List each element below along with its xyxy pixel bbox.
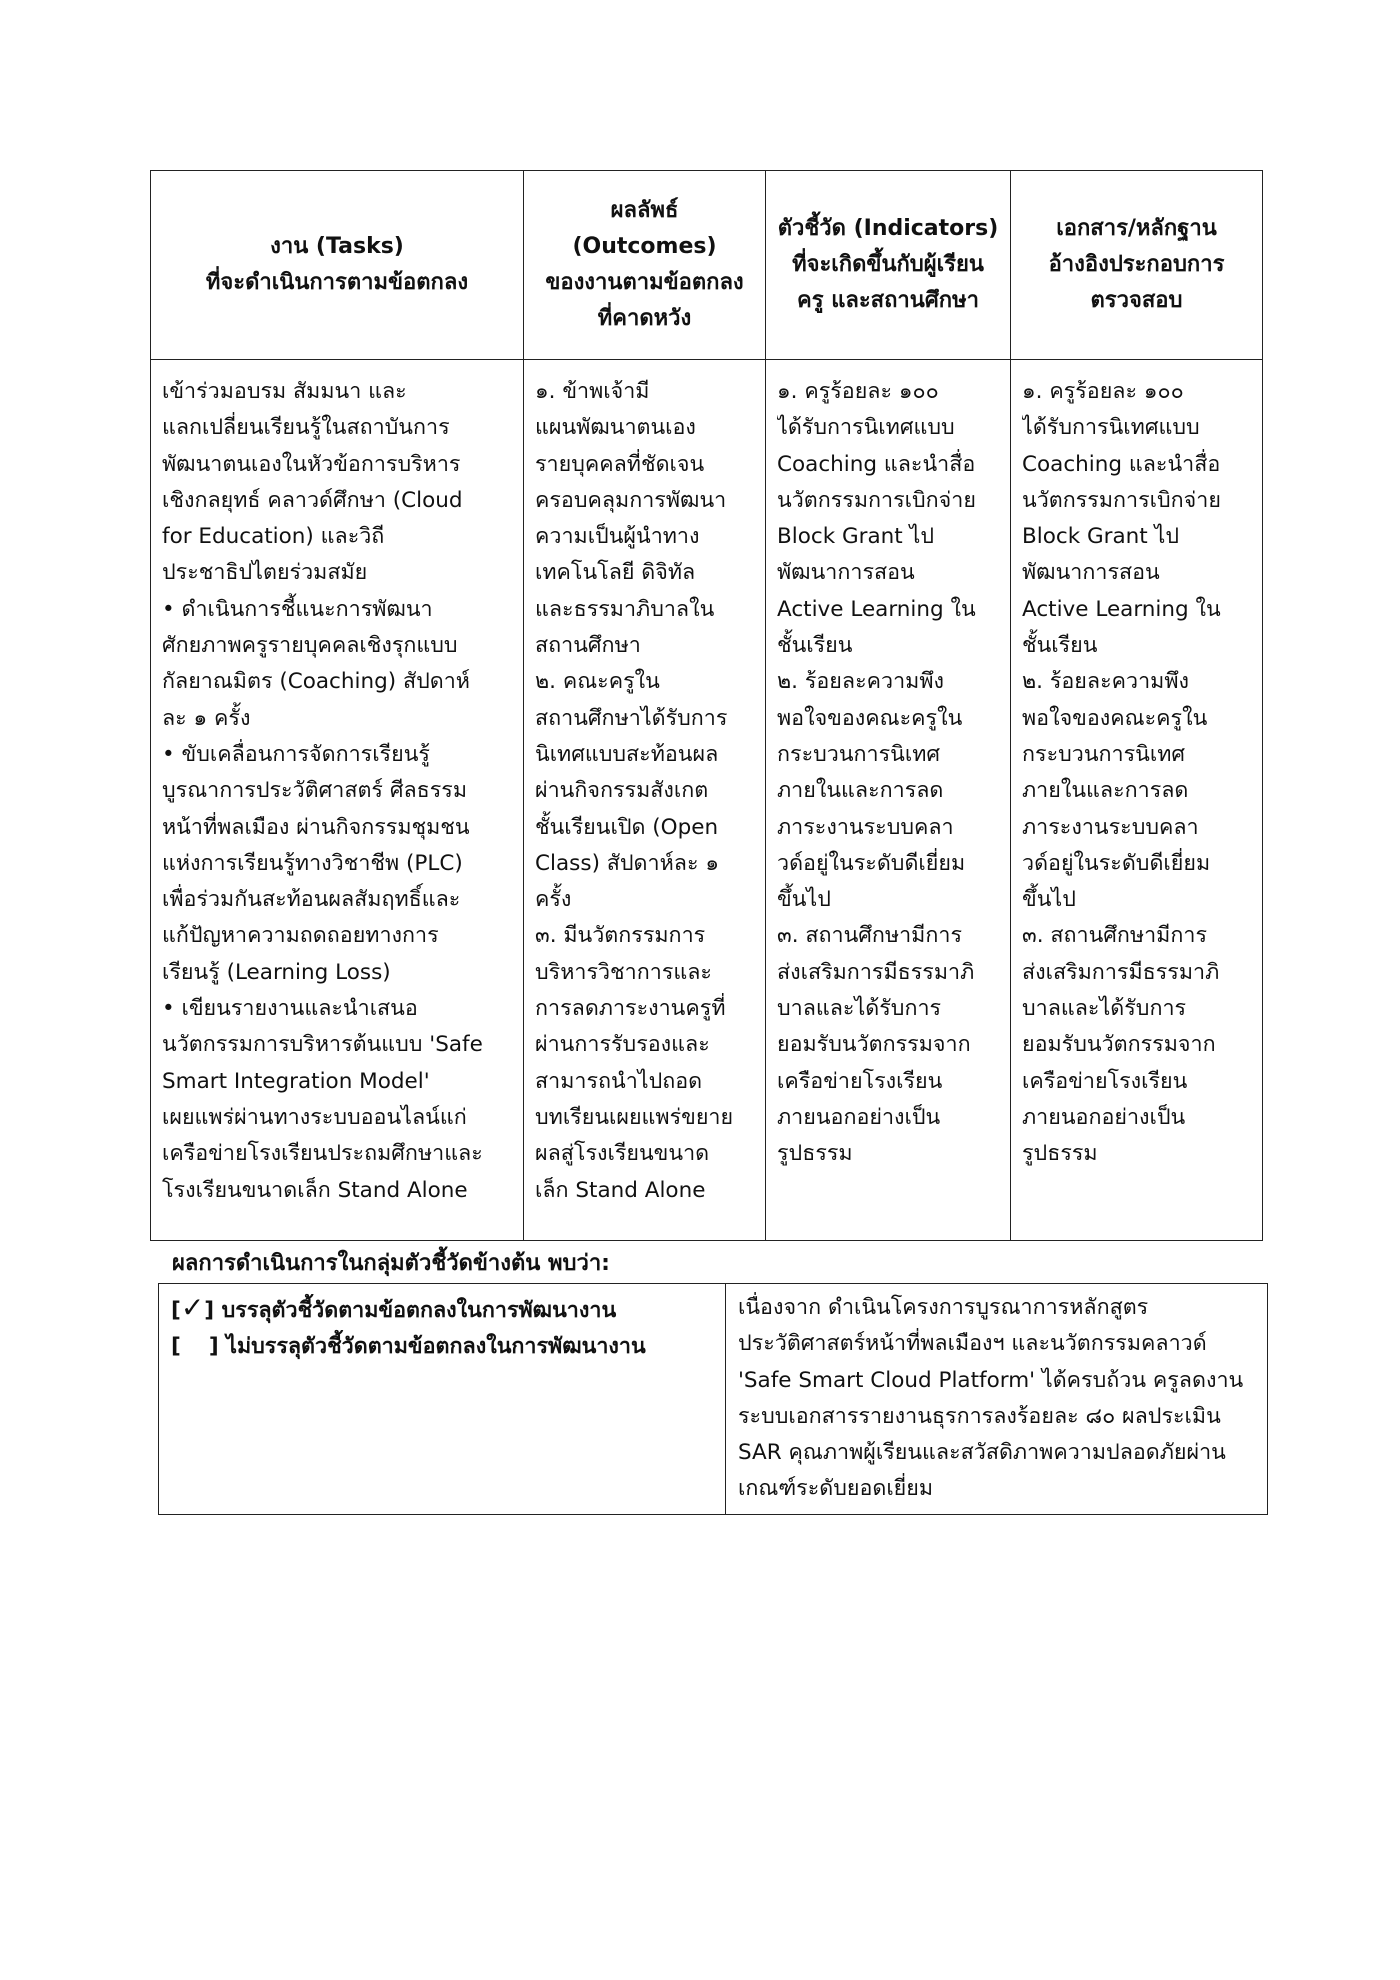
cell-line: กัลยาณมิตร (Coaching) สัปดาห์ bbox=[162, 669, 470, 695]
header-line: ผลลัพธ์ bbox=[610, 198, 679, 223]
header-line: ที่คาดหวัง bbox=[597, 306, 692, 331]
evidence-cell bbox=[1011, 360, 1263, 1241]
cell-line: เครือข่ายโรงเรียน bbox=[1022, 1068, 1188, 1094]
cell-line: ๒. ร้อยละความพึง bbox=[1022, 669, 1189, 695]
cell-line: ยอมรับนวัตกรรมจาก bbox=[777, 1032, 971, 1058]
cell-line: ๓. มีนวัตกรรมการ bbox=[535, 923, 706, 949]
cell-line: พัฒนาการสอน bbox=[777, 560, 915, 586]
cell-line: • ขับเคลื่อนการจัดการเรียนรู้ bbox=[162, 741, 430, 767]
option-label: ไม่บรรลุตัวชี้วัดตามข้อตกลงในการพัฒนางาน bbox=[226, 1334, 646, 1359]
cell-line: ชั้นเรียนเปิด (Open bbox=[535, 814, 719, 840]
not-achieved-option[interactable] bbox=[171, 1329, 715, 1365]
cell-line: บริหารวิชาการและ bbox=[535, 959, 712, 985]
cell-line: ภายนอกอย่างเป็น bbox=[1022, 1104, 1186, 1130]
cell-line: นวัตกรรมการบริหารต้นแบบ 'Safe bbox=[162, 1032, 483, 1058]
results-row bbox=[159, 1284, 1268, 1515]
header-line: ตัวชี้วัด (Indicators) bbox=[777, 216, 999, 241]
cell-line: โรงเรียนขนาดเล็ก Stand Alone bbox=[162, 1177, 468, 1203]
description-line: SAR คุณภาพผู้เรียนและสวัสดิภาพความปลอดภัยผ่าน bbox=[738, 1440, 1226, 1466]
cell-line: ภาระงานระบบคลา bbox=[777, 814, 954, 840]
cell-line: เผยแพร่ผ่านทางระบบออนไลน์แก่ bbox=[162, 1104, 467, 1130]
cell-line: และธรรมาภิบาลใน bbox=[535, 596, 715, 622]
cell-line: พอใจของคณะครูใน bbox=[1022, 705, 1208, 731]
description-line: ประวัติศาสตร์หน้าที่พลเมืองฯ และนวัตกรรมคลาวด์ bbox=[738, 1331, 1207, 1357]
cell-line: Class) สัปดาห์ละ ๑ bbox=[535, 850, 719, 876]
cell-line: หน้าที่พลเมือง ผ่านกิจกรรมชุมชน bbox=[162, 814, 470, 840]
agreement-table bbox=[150, 170, 1263, 1241]
cell-line: ภาระงานระบบคลา bbox=[1022, 814, 1199, 840]
cell-line: ภายในและการลด bbox=[1022, 778, 1189, 804]
cell-line: แผนพัฒนาตนเอง bbox=[535, 415, 696, 441]
cell-line: Smart Integration Model' bbox=[162, 1068, 430, 1094]
indicators-cell bbox=[766, 360, 1011, 1241]
description-line: ระบบเอกสารรายงานธุรการลงร้อยละ ๘๐ ผลประเมิน bbox=[738, 1403, 1221, 1429]
cell-line: แห่งการเรียนรู้ทางวิชาชีพ (PLC) bbox=[162, 850, 463, 876]
cell-line: แก้ปัญหาความถดถอยทางการ bbox=[162, 923, 439, 949]
cell-line: บาลและได้รับการ bbox=[777, 996, 942, 1022]
cell-line: นวัตกรรมการเบิกจ่าย bbox=[1022, 487, 1221, 513]
header-evidence bbox=[1011, 171, 1263, 360]
cell-line: ๒. คณะครูใน bbox=[535, 669, 660, 695]
cell-line: Block Grant ไป bbox=[1022, 524, 1180, 550]
header-line: งาน (Tasks) bbox=[270, 234, 404, 259]
cell-line: ครอบคลุมการพัฒนา bbox=[535, 487, 727, 513]
header-line: ตรวจสอบ bbox=[1090, 288, 1183, 313]
cell-line: ส่งเสริมการมีธรรมาภิ bbox=[777, 959, 975, 985]
cell-line: ขึ้นไป bbox=[1022, 887, 1076, 913]
cell-line: ขึ้นไป bbox=[777, 887, 831, 913]
cell-line: ๓. สถานศึกษามีการ bbox=[1022, 923, 1207, 949]
cell-line: ๒. ร้อยละความพึง bbox=[777, 669, 944, 695]
cell-line: เชิงกลยุทธ์ คลาวด์ศึกษา (Cloud bbox=[162, 487, 463, 513]
cell-line: ๑. ข้าพเจ้ามี bbox=[535, 379, 650, 404]
cell-line: เรียนรู้ (Learning Loss) bbox=[162, 959, 391, 985]
cell-line: การลดภาระงานครูที่ bbox=[535, 996, 726, 1022]
cell-line: for Education) และวิถี bbox=[162, 524, 385, 550]
cell-line: กระบวนการนิเทศ bbox=[1022, 741, 1186, 767]
header-line: อ้างอิงประกอบการ bbox=[1048, 252, 1225, 277]
cell-line: ศักยภาพครูรายบุคคลเชิงรุกแบบ bbox=[162, 633, 458, 659]
cell-line: บทเรียนเผยแพร่ขยาย bbox=[535, 1104, 734, 1130]
checkbox-bracket: ] bbox=[204, 1298, 215, 1323]
checkbox-bracket: [ bbox=[171, 1298, 181, 1323]
cell-line: Block Grant ไป bbox=[777, 524, 935, 550]
cell-line: ชั้นเรียน bbox=[1022, 633, 1098, 659]
cell-line: บาลและได้รับการ bbox=[1022, 996, 1187, 1022]
cell-line: สามารถนำไปถอด bbox=[535, 1068, 703, 1094]
cell-line: รายบุคคลที่ชัดเจน bbox=[535, 451, 705, 477]
cell-line: พอใจของคณะครูใน bbox=[777, 705, 963, 731]
header-line: ครู และสถานศึกษา bbox=[797, 288, 979, 313]
table-header-row bbox=[151, 171, 1263, 360]
cell-line: ผลสู่โรงเรียนขนาด bbox=[535, 1141, 710, 1167]
checkbox-bracket: [ bbox=[171, 1334, 181, 1359]
cell-line: รูปธรรม bbox=[777, 1141, 853, 1167]
cell-line: เล็ก Stand Alone bbox=[535, 1177, 706, 1203]
cell-line: กระบวนการนิเทศ bbox=[777, 741, 941, 767]
cell-line: สถานศึกษาได้รับการ bbox=[535, 705, 728, 731]
cell-line: ได้รับการนิเทศแบบ bbox=[1022, 415, 1200, 441]
cell-line: ชั้นเรียน bbox=[777, 633, 853, 659]
cell-line: เครือข่ายโรงเรียนประถมศึกษาและ bbox=[162, 1141, 483, 1167]
cell-line: ผ่านกิจกรรมสังเกต bbox=[535, 778, 709, 804]
cell-line: ผ่านการรับรองและ bbox=[535, 1032, 710, 1058]
cell-line: พัฒนาตนเองในหัวข้อการบริหาร bbox=[162, 451, 461, 477]
cell-line: เข้าร่วมอบรม สัมมนา และ bbox=[162, 379, 407, 404]
outcomes-cell bbox=[524, 360, 766, 1241]
check-mark-icon: ✓ bbox=[180, 1291, 205, 1324]
results-options-cell bbox=[159, 1284, 726, 1515]
cell-line: Coaching และนำสื่อ bbox=[1022, 451, 1221, 477]
cell-line: • เขียนรายงานและนำเสนอ bbox=[162, 996, 418, 1022]
cell-line: พัฒนาการสอน bbox=[1022, 560, 1160, 586]
header-outcomes bbox=[524, 171, 766, 360]
achieved-option[interactable] bbox=[171, 1290, 715, 1329]
cell-line: ๑. ครูร้อยละ ๑๐๐ bbox=[777, 379, 939, 404]
results-description-cell bbox=[726, 1284, 1268, 1515]
tasks-cell bbox=[151, 360, 524, 1241]
cell-line: นิเทศแบบสะท้อนผล bbox=[535, 741, 719, 767]
option-label: บรรลุตัวชี้วัดตามข้อตกลงในการพัฒนางาน bbox=[221, 1298, 617, 1323]
cell-line: วด์อยู่ในระดับดีเยี่ยม bbox=[1022, 850, 1211, 876]
cell-line: Active Learning ใน bbox=[777, 596, 976, 622]
description-line: เกณฑ์ระดับยอดเยี่ยม bbox=[738, 1476, 934, 1502]
cell-line: สถานศึกษา bbox=[535, 633, 641, 659]
cell-line: Active Learning ใน bbox=[1022, 596, 1221, 622]
header-tasks bbox=[151, 171, 524, 360]
header-line: เอกสาร/หลักฐาน bbox=[1056, 216, 1217, 241]
cell-line: ได้รับการนิเทศแบบ bbox=[777, 415, 955, 441]
header-line: ที่จะเกิดขึ้นกับผู้เรียน bbox=[792, 252, 984, 277]
cell-line: บูรณาการประวัติศาสตร์ ศีลธรรม bbox=[162, 778, 468, 804]
cell-line: วด์อยู่ในระดับดีเยี่ยม bbox=[777, 850, 966, 876]
checkbox-bracket: ] bbox=[208, 1334, 219, 1359]
cell-line: ประชาธิปไตยร่วมสมัย bbox=[162, 560, 368, 586]
results-heading: ผลการดำเนินการในกลุ่มตัวชี้วัดข้างต้น พบว่า: bbox=[172, 1251, 610, 1276]
cell-line: ส่งเสริมการมีธรรมาภิ bbox=[1022, 959, 1220, 985]
header-indicators bbox=[766, 171, 1011, 360]
cell-line: ความเป็นผู้นำทาง bbox=[535, 524, 700, 550]
cell-line: เทคโนโลยี ดิจิทัล bbox=[535, 560, 696, 586]
cell-line: ละ ๑ ครั้ง bbox=[162, 705, 251, 731]
cell-line: Coaching และนำสื่อ bbox=[777, 451, 976, 477]
cell-line: ๓. สถานศึกษามีการ bbox=[777, 923, 962, 949]
header-line: ของงานตามข้อตกลง bbox=[545, 270, 744, 295]
results-table bbox=[158, 1283, 1268, 1515]
cell-line: ภายในและการลด bbox=[777, 778, 944, 804]
cell-line: ครั้ง bbox=[535, 887, 572, 913]
header-line: (Outcomes) bbox=[572, 234, 717, 259]
cell-line: เพื่อร่วมกันสะท้อนผลสัมฤทธิ์และ bbox=[162, 887, 461, 913]
cell-line: นวัตกรรมการเบิกจ่าย bbox=[777, 487, 976, 513]
description-line: 'Safe Smart Cloud Platform' ได้ครบถ้วน ครูลดงาน bbox=[738, 1367, 1244, 1393]
cell-line: ๑. ครูร้อยละ ๑๐๐ bbox=[1022, 379, 1184, 404]
cell-line: • ดำเนินการชี้แนะการพัฒนา bbox=[162, 596, 433, 622]
cell-line: แลกเปลี่ยนเรียนรู้ในสถาบันการ bbox=[162, 415, 450, 441]
cell-line: รูปธรรม bbox=[1022, 1141, 1098, 1167]
description-line: เนื่องจาก ดำเนินโครงการบูรณาการหลักสูตร bbox=[738, 1295, 1149, 1320]
table-row bbox=[151, 360, 1263, 1241]
cell-line: ยอมรับนวัตกรรมจาก bbox=[1022, 1032, 1216, 1058]
header-line: ที่จะดำเนินการตามข้อตกลง bbox=[205, 270, 469, 295]
cell-line: เครือข่ายโรงเรียน bbox=[777, 1068, 943, 1094]
cell-line: ภายนอกอย่างเป็น bbox=[777, 1104, 941, 1130]
